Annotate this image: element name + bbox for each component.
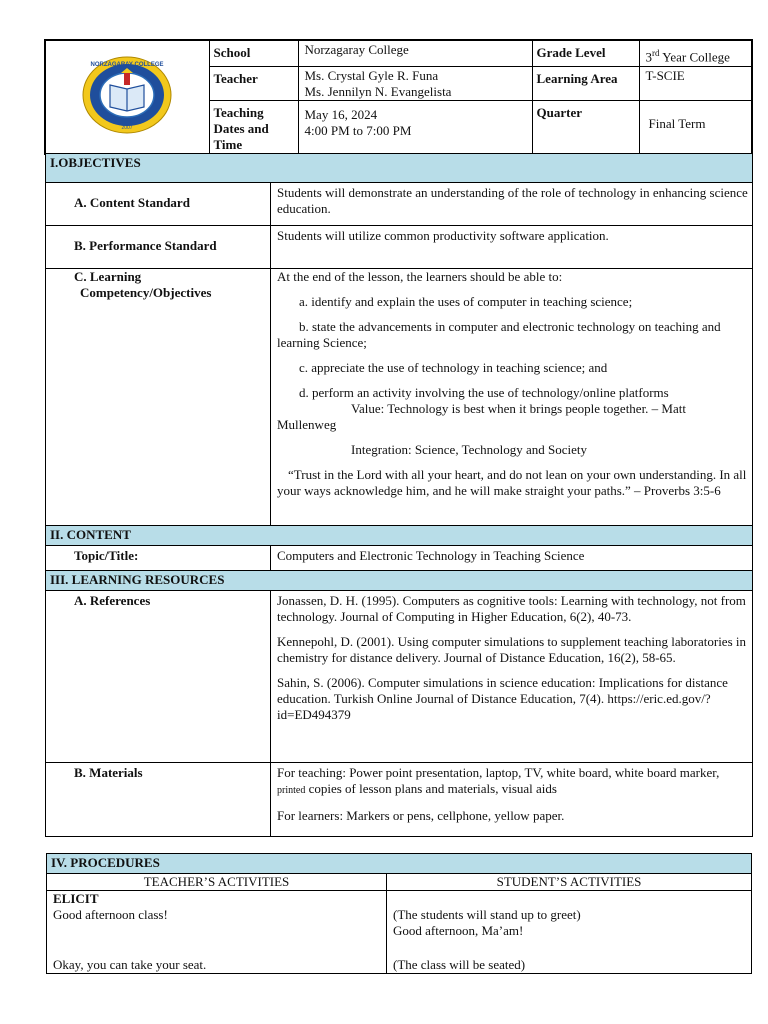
grade-number: 3 xyxy=(645,49,652,65)
teaching-dates-value xyxy=(298,100,532,154)
objectives-intro: At the end of the lesson, the learners should be able to: xyxy=(277,269,563,284)
performance-standard-text: Students will utilize common productivity software application. xyxy=(271,226,753,269)
quarter-value: Final Term xyxy=(639,100,752,154)
quarter-label: Quarter xyxy=(532,100,639,154)
student-line-3: (The class will be seated) xyxy=(393,957,526,972)
value-statement: Value: Technology is best when it brings people together. – Matt Mullenweg xyxy=(277,401,686,432)
references-label: A. References xyxy=(46,591,271,763)
teacher-label: Teacher xyxy=(209,66,298,100)
performance-standard-label: B. Performance Standard xyxy=(46,226,271,269)
materials-text xyxy=(271,763,753,837)
teacher-activities-cell xyxy=(47,891,387,974)
grade-level-label: Grade Level xyxy=(532,40,639,66)
learning-competency-text xyxy=(271,269,753,526)
school-logo xyxy=(81,55,173,135)
materials-teaching-small: printed xyxy=(277,785,306,796)
learning-competency-label xyxy=(46,269,271,526)
procedures-heading: IV. PROCEDURES xyxy=(47,854,752,874)
references-text xyxy=(271,591,753,763)
teacher-activities-header: TEACHER’S ACTIVITIES xyxy=(47,874,387,891)
date-value: May 16, 2024 xyxy=(304,106,378,122)
reference-2: Kennepohl, D. (2001). Using computer simulations to supplement teaching laboratories in chemistry for distance delivery. Journal of Distance Education, 16(2), 58-65. xyxy=(277,634,746,665)
objective-b: b. state the advancements in computer and electronic technology on teaching and learning Science; xyxy=(277,319,721,350)
grade-text: Year College xyxy=(659,49,730,65)
objective-d: d. perform an activity involving the use of technology/online platforms xyxy=(299,385,669,400)
school-logo-cell xyxy=(45,40,209,154)
header-table xyxy=(44,39,753,155)
competency-label-line-1: C. Learning xyxy=(74,269,142,284)
teacher-name-2: Ms. Jennilyn N. Evangelista xyxy=(304,83,452,99)
school-label: School xyxy=(209,40,298,66)
content-standard-text: Students will demonstrate an understanding of the role of technology in enhancing science education. xyxy=(271,183,753,226)
teacher-line-1: Good afternoon class! xyxy=(53,907,168,922)
reference-1: Jonassen, D. H. (1995). Computers as cognitive tools: Learning with technology, not from technology. Journal of Computing in Higher Education, 6(2), 40-73. xyxy=(277,593,746,624)
time-value: 4:00 PM to 7:00 PM xyxy=(304,122,412,138)
materials-teaching xyxy=(277,765,748,799)
learning-resources-heading: III. LEARNING RESOURCES xyxy=(46,571,753,591)
learning-area-label: Learning Area xyxy=(532,66,639,100)
teaching-dates-label xyxy=(209,100,298,154)
student-line-2: Good afternoon, Ma’am! xyxy=(393,923,524,938)
materials-teaching-part-1: For teaching: Power point presentation, laptop, TV, white board, white board marker, xyxy=(277,765,720,780)
objective-a: a. identify and explain the uses of computer in teaching science; xyxy=(299,294,633,309)
logo-year: 2007 xyxy=(121,124,133,131)
dates-label-line-2: Dates and xyxy=(213,120,269,136)
logo-lettering: NORZAGARAY COLLEGE xyxy=(90,61,164,68)
topic-value: Computers and Electronic Technology in Teaching Science xyxy=(271,546,753,571)
teacher-value xyxy=(298,66,532,100)
dates-label-line-1: Teaching xyxy=(213,104,264,120)
objective-c: c. appreciate the use of technology in teaching science; and xyxy=(299,360,608,375)
materials-label: B. Materials xyxy=(46,763,271,837)
bible-quote: “Trust in the Lord with all your heart, and do not lean on your own understanding. In all your ways acknowledge him, and he will make straight your paths.” – Proverbs 3:5-6 xyxy=(277,467,747,498)
integration-statement: Integration: Science, Technology and Society xyxy=(351,442,588,457)
content-standard-label: A. Content Standard xyxy=(46,183,271,226)
student-activities-header: STUDENT’S ACTIVITIES xyxy=(387,874,752,891)
school-value: Norzagaray College xyxy=(298,40,532,66)
reference-3: Sahin, S. (2006). Computer simulations in science education: Implications for distance education. Turkish Online Journal of Distance Education, 7(4). https://eric.ed.gov/?id=ED494379 xyxy=(277,675,728,722)
student-line-1: (The students will stand up to greet) xyxy=(393,907,581,922)
teacher-name-1: Ms. Crystal Gyle R. Funa xyxy=(304,67,439,83)
objectives-heading: I.OBJECTIVES xyxy=(46,154,753,183)
grade-level-value xyxy=(639,40,752,66)
competency-label-line-2: Competency/Objectives xyxy=(80,285,212,300)
grade-suffix: rd xyxy=(652,48,660,58)
content-heading: II. CONTENT xyxy=(46,526,753,546)
materials-learners: For learners: Markers or pens, cellphone, yellow paper. xyxy=(277,808,565,823)
topic-label: Topic/Title: xyxy=(46,546,271,571)
materials-teaching-part-2: copies of lesson plans and materials, visual aids xyxy=(305,781,557,796)
teacher-line-2: Okay, you can take your seat. xyxy=(53,957,207,972)
lesson-plan-table xyxy=(45,153,753,837)
student-activities-cell xyxy=(387,891,752,974)
procedures-table xyxy=(46,853,752,974)
learning-area-value: T-SCIE xyxy=(639,66,752,100)
elicit-heading: ELICIT xyxy=(53,891,99,906)
dates-label-line-3: Time xyxy=(213,136,243,152)
